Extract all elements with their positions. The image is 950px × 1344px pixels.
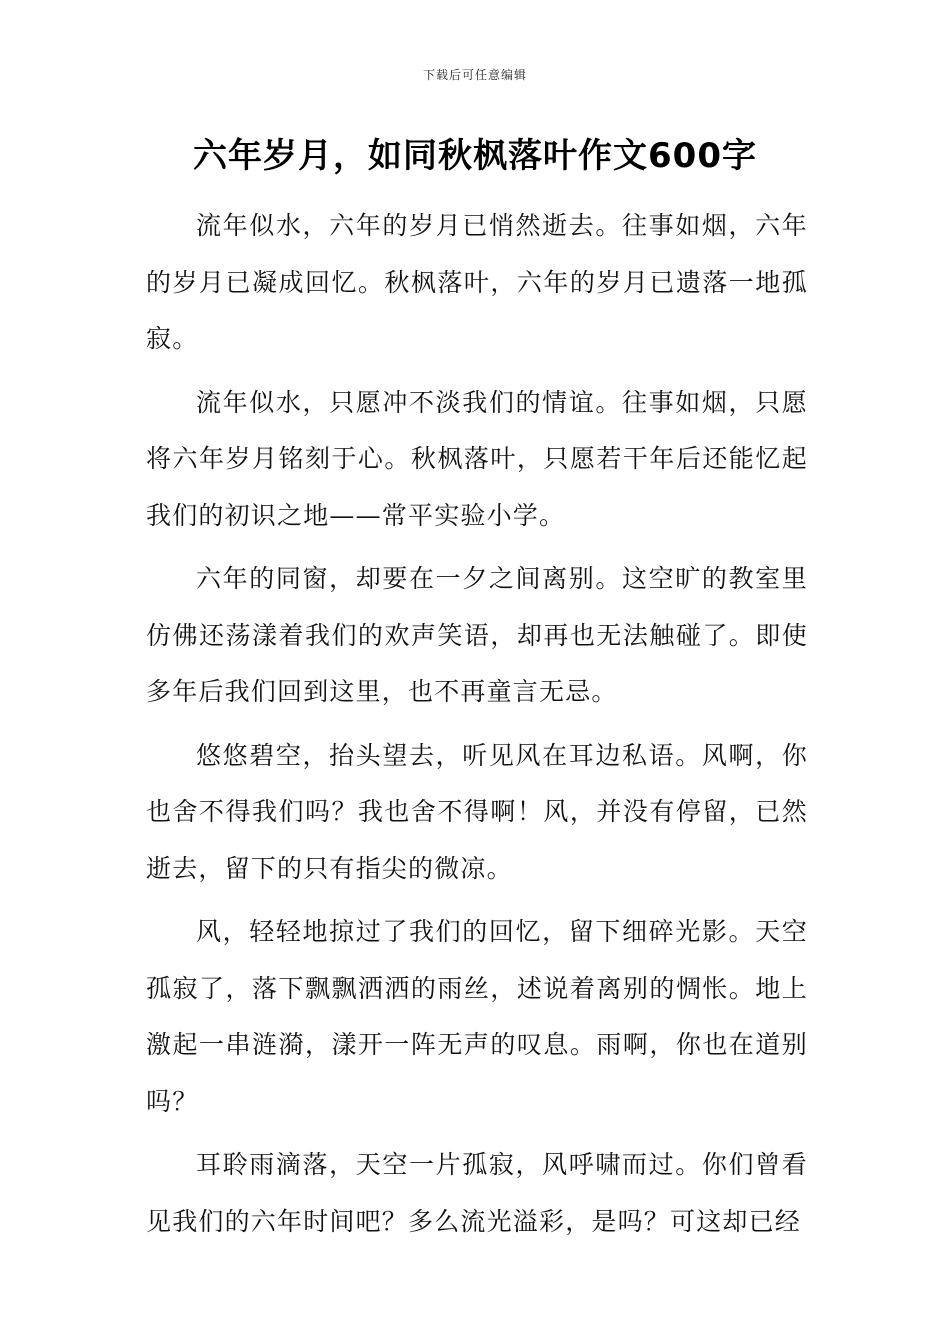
paragraph-4: 悠悠碧空，抬头望去，听见风在耳边私语。风啊，你也舍不得我们吗？我也舍不得啊！风，并没有停留，已然逝去，留下的只有指尖的微凉。 (146, 740, 808, 883)
paragraph-5: 风，轻轻地掠过了我们的回忆，留下细碎光影。天空孤寂了，落下飘飘洒洒的雨丝，述说着离别的惆怅。地上激起一串涟漪，漾开一阵无声的叹息。雨啊，你也在道别吗？ (146, 917, 808, 1116)
essay-title: 六年岁月，如同秋枫落叶作文600字 (193, 136, 757, 176)
paragraph-3: 六年的同窗，却要在一夕之间离别。这空旷的教室里仿佛还荡漾着我们的欢声笑语，却再也无法触碰了。即使多年后我们回到这里，也不再童言无忌。 (146, 564, 808, 706)
header-note: 下载后可任意编辑 (422, 68, 527, 82)
paragraph-2: 流年似水，只愿冲不淡我们的情谊。往事如烟，只愿将六年岁月铭刻于心。秋枫落叶，只愿若干年后还能忆起我们的初识之地——常平实验小学。 (146, 387, 808, 530)
essay-body (146, 198, 808, 1257)
paragraph-6: 耳聆雨滴落，天空一片孤寂，风呼啸而过。你们曾看见我们的六年时间吧？多么流光溢彩，是吗？可这却已经 (146, 1150, 808, 1236)
paragraph-1: 流年似水，六年的岁月已悄然逝去。往事如烟，六年的岁月已凝成回忆。秋枫落叶，六年的岁月已遗落一地孤寂。 (146, 211, 808, 353)
